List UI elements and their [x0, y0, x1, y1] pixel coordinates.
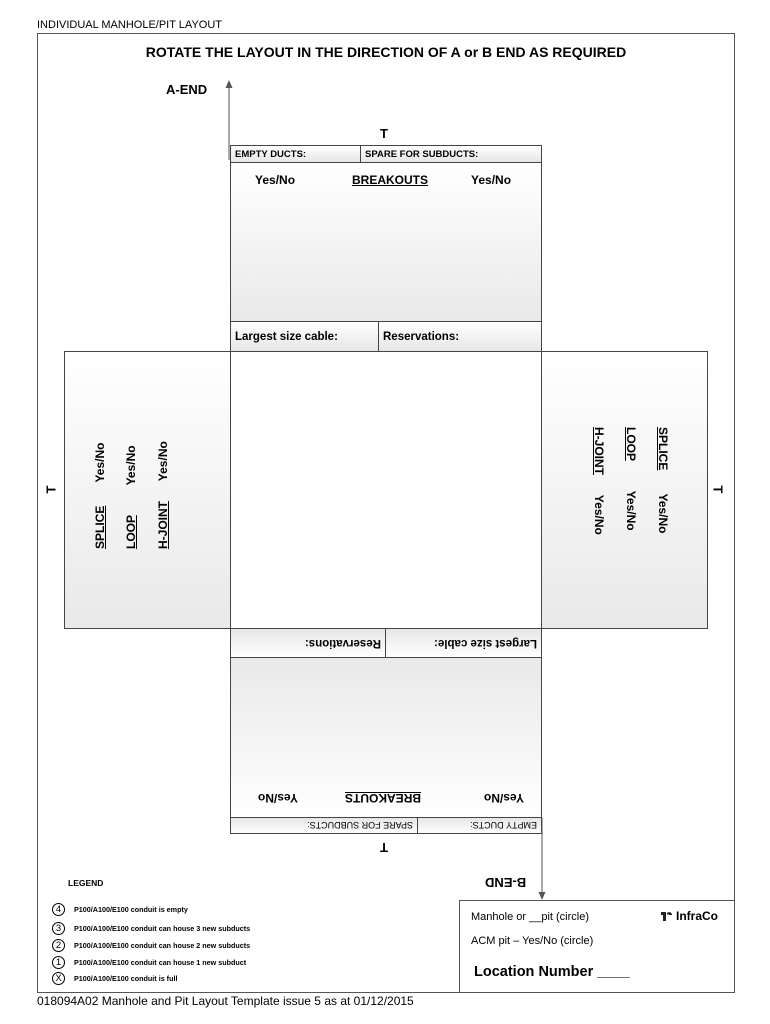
- left-t-mark: T: [43, 485, 59, 494]
- pit-center-area: [230, 351, 542, 629]
- legend-symbol: X: [52, 972, 65, 985]
- legend-item: [52, 922, 250, 935]
- empty-ducts-label: EMPTY DUCTS:: [231, 146, 361, 162]
- spare-subducts-label: SPARE FOR SUBDUCTS:: [365, 148, 479, 160]
- legend-text: P100/A100/E100 conduit can house 1 new subduct: [74, 958, 247, 967]
- top-t-mark: T: [380, 126, 388, 141]
- legend-text: P100/A100/E100 conduit is full: [74, 974, 178, 983]
- infraco-logo-text: InfraCo: [676, 909, 718, 923]
- left-side-panel: [64, 351, 231, 629]
- top-reservations-label: Reservations:: [383, 330, 460, 343]
- instruction-text: ROTATE THE LAYOUT IN THE DIRECTION OF A or B END AS REQUIRED: [145, 44, 627, 60]
- left-loop-yes-no: Yes/No: [124, 445, 138, 486]
- left-h-joint-label: H-JOINT: [156, 501, 170, 549]
- legend-text: P100/A100/E100 conduit is empty: [74, 905, 188, 914]
- right-splice-group: [654, 427, 670, 549]
- bottom-breakouts-label: BREAKOUTS: [344, 791, 421, 805]
- right-h-joint-label: H-JOINT: [592, 427, 606, 475]
- bottom-yes-no-right: Yes/No: [257, 791, 298, 805]
- manhole-pit-line: Manhole or __pit (circle): [471, 911, 589, 923]
- bottom-reservations-label: Reservations:: [304, 637, 381, 649]
- infraco-logo: [660, 909, 718, 923]
- legend-symbol: 4: [52, 903, 65, 916]
- a-end-label: A-END: [166, 82, 208, 97]
- bottom-duct-header: [230, 817, 542, 834]
- left-h-joint-yes-no: Yes/No: [156, 441, 170, 482]
- right-loop-yes-no: Yes/No: [624, 490, 638, 531]
- location-info-box: [459, 900, 735, 993]
- left-splice-label: SPLICE: [93, 505, 107, 549]
- top-yes-no-right: Yes/No: [471, 173, 512, 187]
- footer-text: 018094A02 Manhole and Pit Layout Template issue 5 as at 01/12/2015: [37, 994, 414, 1008]
- right-splice-yes-no: Yes/No: [656, 493, 670, 534]
- legend-item: [52, 939, 250, 952]
- b-end-label: B-END: [485, 875, 527, 890]
- left-splice-yes-no: Yes/No: [93, 442, 107, 483]
- bottom-t-mark: T: [380, 840, 388, 855]
- right-t-mark: T: [710, 485, 726, 494]
- legend-text: P100/A100/E100 conduit can house 3 new subducts: [74, 924, 251, 933]
- document-title: INDIVIDUAL MANHOLE/PIT LAYOUT: [37, 19, 223, 31]
- left-loop-group: [124, 427, 140, 549]
- infraco-logo-icon: [660, 910, 673, 922]
- top-cable-row: [230, 321, 542, 352]
- left-h-joint-group: [156, 427, 172, 549]
- bottom-cable-row: [230, 628, 542, 658]
- top-duct-header: [230, 145, 542, 163]
- legend-title: LEGEND: [68, 878, 104, 888]
- right-loop-label: LOOP: [624, 427, 638, 461]
- top-breakouts-label: BREAKOUTS: [352, 173, 429, 187]
- right-splice-label: SPLICE: [656, 427, 670, 471]
- top-breakout-panel: [230, 162, 542, 322]
- bottom-largest-cable-label: Largest size cable:: [385, 629, 541, 657]
- bottom-spare-subducts-label: SPARE FOR SUBDUCTS:: [307, 820, 413, 831]
- left-splice-group: [93, 427, 109, 549]
- legend-text: P100/A100/E100 conduit can house 2 new subducts: [74, 941, 251, 950]
- acm-pit-line: ACM pit – Yes/No (circle): [471, 935, 594, 947]
- legend-symbol: 2: [52, 939, 65, 952]
- legend-item: [52, 956, 246, 969]
- location-number-line: Location Number ____: [474, 964, 630, 980]
- bottom-breakout-panel: [230, 657, 542, 818]
- legend-symbol: 1: [52, 956, 65, 969]
- legend-symbol: 3: [52, 922, 65, 935]
- bottom-empty-ducts-label: EMPTY DUCTS:: [417, 818, 541, 833]
- top-yes-no-left: Yes/No: [255, 173, 296, 187]
- top-largest-cable-label: Largest size cable:: [231, 322, 379, 351]
- left-loop-label: LOOP: [124, 515, 138, 549]
- b-end-arrow: [535, 818, 549, 902]
- right-h-joint-yes-no: Yes/No: [592, 494, 606, 535]
- bottom-yes-no-left: Yes/No: [483, 791, 524, 805]
- legend-item: [52, 903, 188, 916]
- legend-item: [52, 972, 177, 985]
- right-loop-group: [622, 427, 638, 549]
- right-h-joint-group: [590, 427, 606, 549]
